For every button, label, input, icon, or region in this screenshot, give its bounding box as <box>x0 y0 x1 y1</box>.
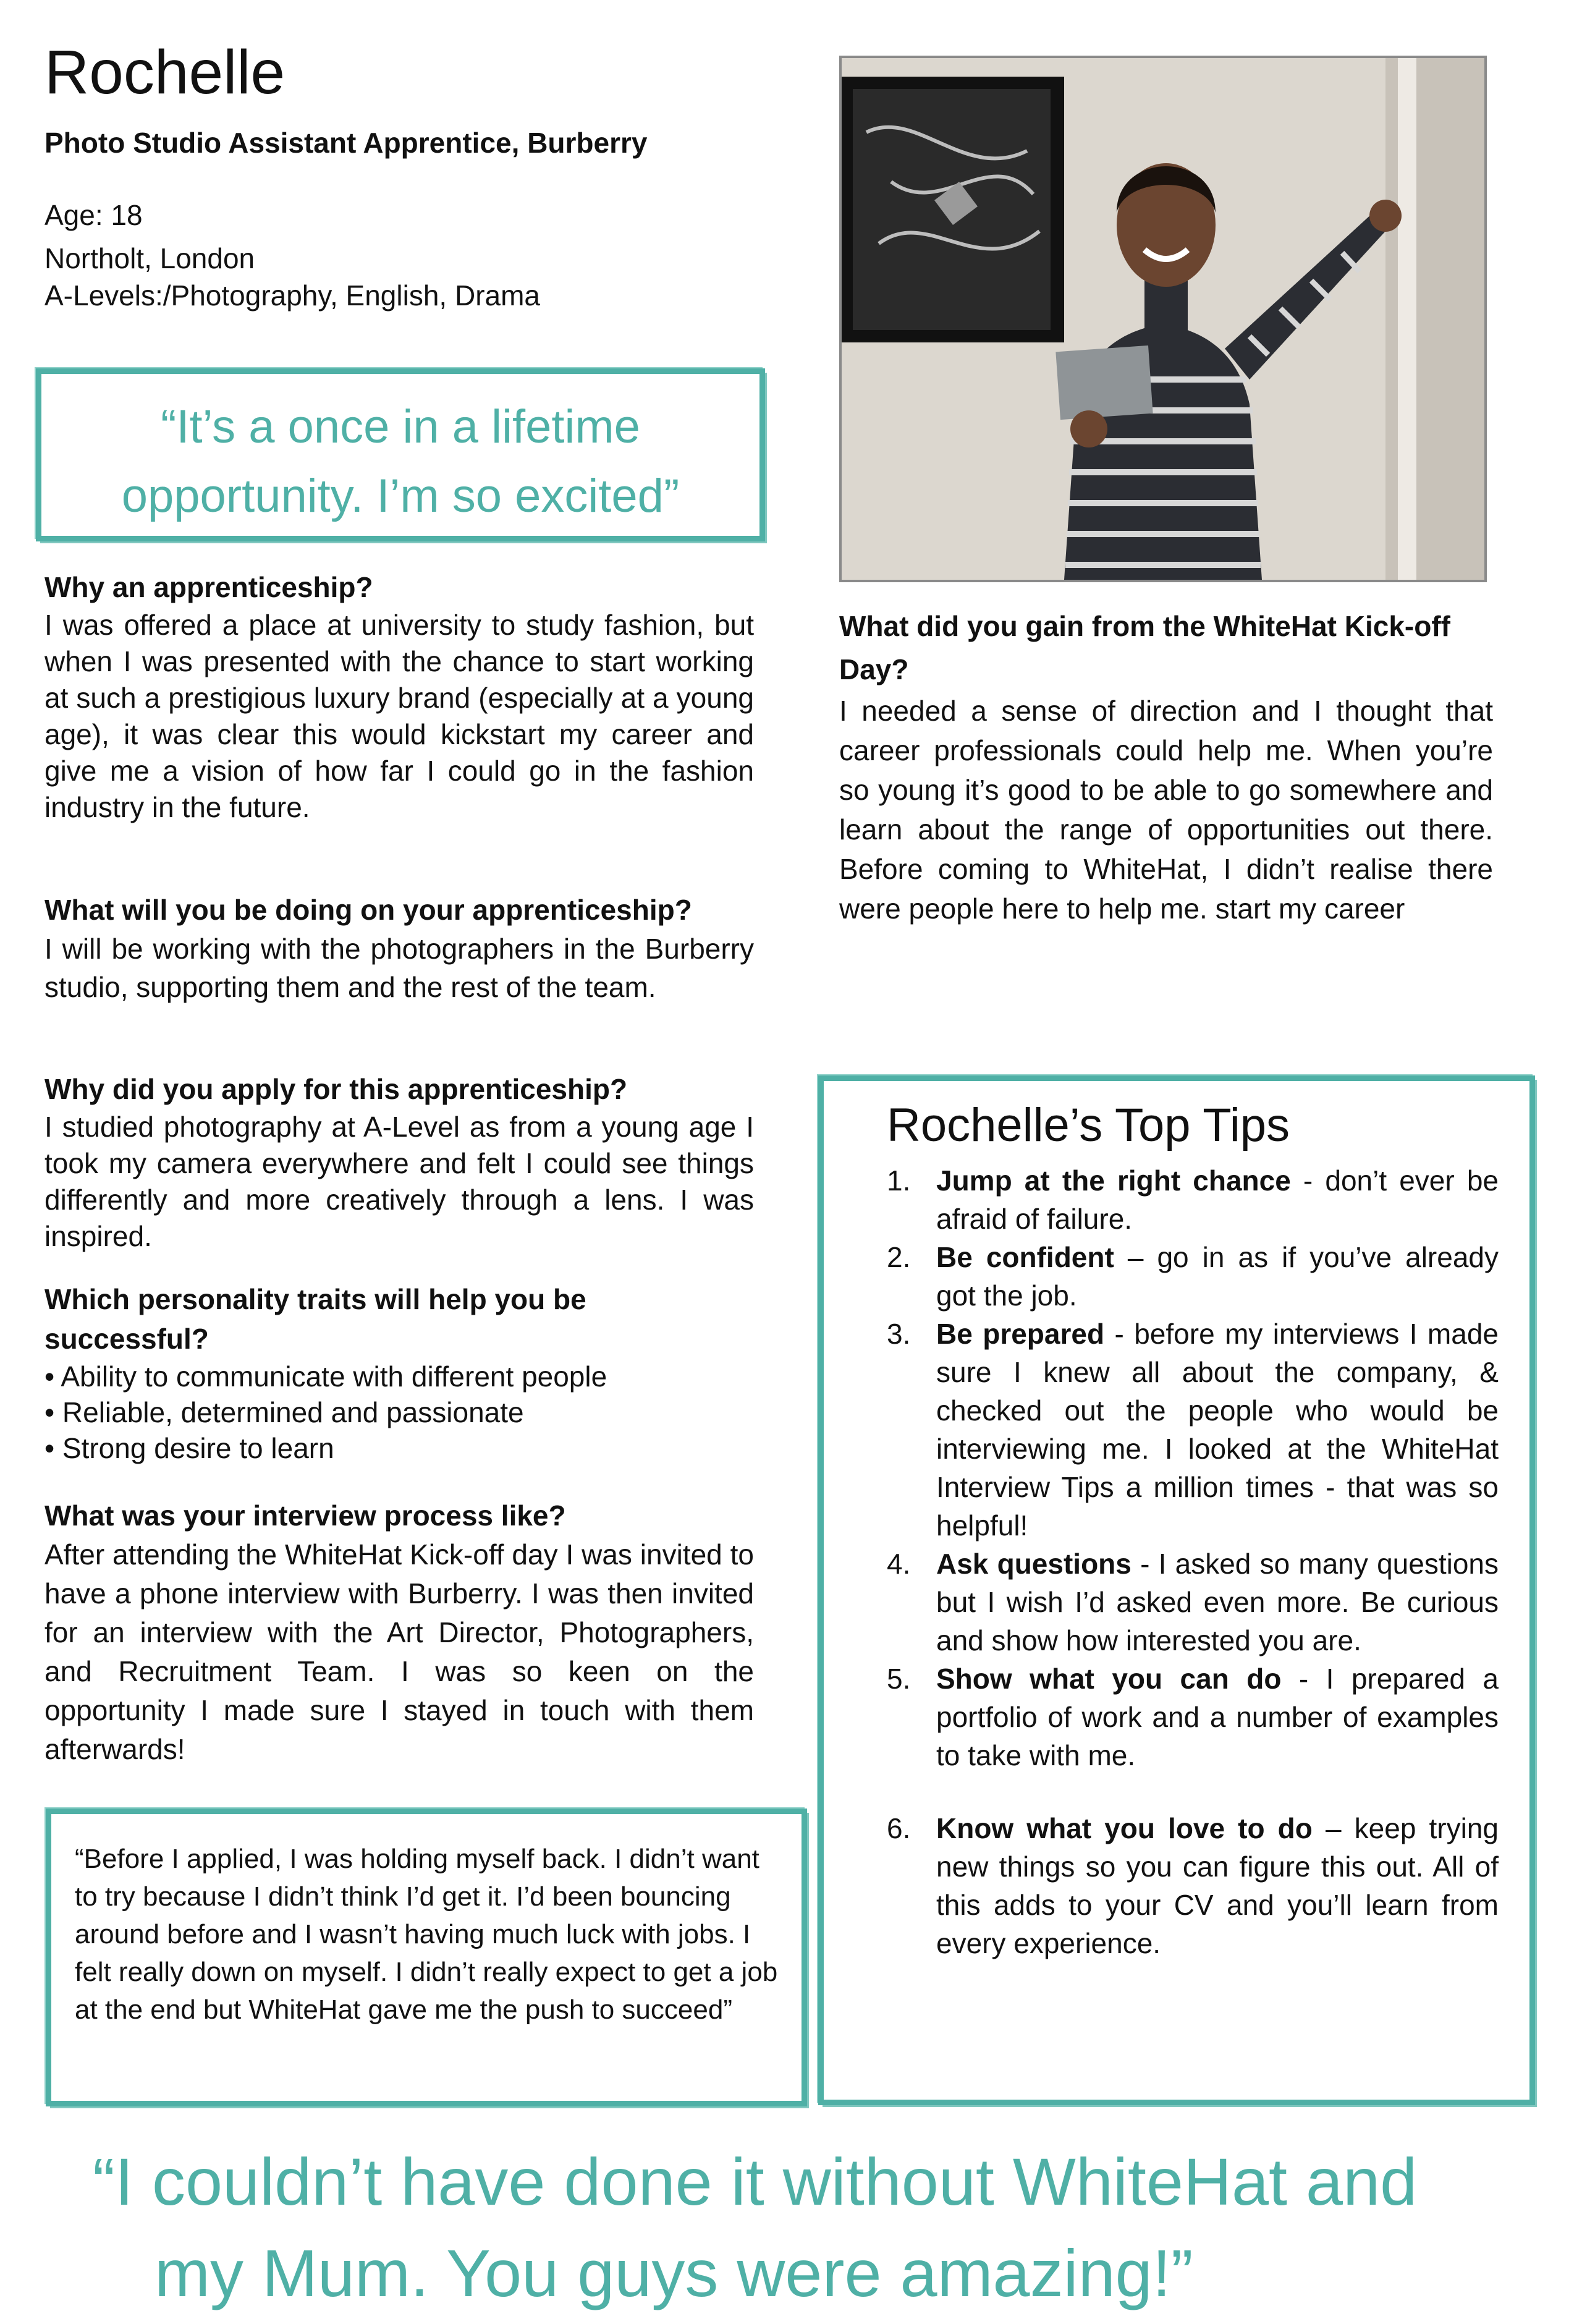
top-tips-box <box>818 1075 1535 2105</box>
pull-quote-text <box>41 374 759 531</box>
heading-gain-line-1: What did you gain from the WhiteHat Kick-off <box>839 610 1450 642</box>
body-gain: I needed a sense of direction and I thought that career professionals could help me. When you’re so young it’s good to be able to go somewhere and learn about the range of opportunities out there. Before coming to WhiteHat, I didn’t realise there were people here to help me. start my career <box>839 695 1493 925</box>
tip-title: Know what you love to do <box>936 1812 1313 1844</box>
tip-text: – keep trying new things so you can figure this out. All of this adds to your CV and you’ll learn from every experience. <box>936 1812 1499 1959</box>
closing-quote-line-2: my Mum. You guys were amazing!” <box>154 2236 1193 2310</box>
tip-item <box>887 1238 1499 1315</box>
closing-quote <box>93 2136 1539 2319</box>
heading-interview: What was your interview process like? <box>44 1499 566 1532</box>
location: Northolt, London <box>44 242 255 274</box>
profile-photo <box>839 56 1487 582</box>
list-item: • Strong desire to learn <box>44 1430 754 1466</box>
heading-traits-line-1: Which personality traits will help you be <box>44 1283 586 1315</box>
body-why-apprenticeship: I was offered a place at university to study fashion, but when I was presented with the chance to start working at such a prestigious luxury brand (especially at a young age), it was clear this would kickstart my career and give me a vision of how far I could go in the fashion industry in the future. <box>44 609 754 823</box>
top-tips-list <box>887 1161 1499 1962</box>
tip-title: Ask questions <box>936 1548 1132 1580</box>
tip-title: Be prepared <box>936 1318 1105 1350</box>
list-item: • Reliable, determined and passionate <box>44 1394 754 1430</box>
tip-item <box>887 1660 1499 1775</box>
tip-number: 3. <box>887 1318 911 1350</box>
pull-quote-line-2: opportunity. I’m so excited” <box>121 470 680 522</box>
section-why-apprenticeship <box>44 567 754 826</box>
tip-number: 1. <box>887 1164 911 1197</box>
tip-item <box>887 1545 1499 1660</box>
tip-number: 6. <box>887 1812 911 1844</box>
testimonial-box <box>46 1809 807 2106</box>
testimonial-text: “Before I applied, I was holding myself back. I didn’t want to try because I didn’t think I’d get it. I’d been bouncing around before and I wasn’t having much luck with jobs. I felt really down on myself. I didn’t really expect to get a job at the end but WhiteHat gave me the push to succeed” <box>75 1844 778 2025</box>
tip-number: 2. <box>887 1241 911 1273</box>
a-levels: A-Levels:/Photography, English, Drama <box>44 279 540 312</box>
person-name: Rochelle <box>44 38 286 107</box>
pull-quote-line-1: “It’s a once in a lifetime <box>161 401 640 453</box>
tip-number: 4. <box>887 1548 911 1580</box>
job-role: Photo Studio Assistant Apprentice, Burberry <box>44 127 648 159</box>
section-gain <box>839 604 1493 928</box>
tip-item <box>887 1315 1499 1545</box>
body-doing: I will be working with the photographers in the Burberry studio, supporting them and the rest of the team. <box>44 933 754 1003</box>
body-interview: After attending the WhiteHat Kick-off day I was invited to have a phone interview with Burberry. I was then invited for an interview with the Art Director, Photographers, and Recruitment Team. I was so keen on the opportunity I made sure I stayed in touch with them afterwards! <box>44 1538 754 1765</box>
heading-gain-line-2: Day? <box>839 653 909 685</box>
profile-meta <box>44 197 540 314</box>
section-why-apply <box>44 1069 754 1255</box>
tip-title: Show what you can do <box>936 1663 1282 1695</box>
tip-text: - I prepared a portfolio of work and a number of examples to take with me. <box>936 1663 1499 1771</box>
heading-traits <box>44 1279 754 1359</box>
traits-list <box>44 1359 754 1466</box>
section-doing <box>44 890 754 1006</box>
heading-gain <box>839 604 1493 691</box>
tip-text: - don’t ever be afraid of failure. <box>936 1164 1499 1235</box>
heading-why-apprenticeship: Why an apprenticeship? <box>44 571 373 603</box>
tip-item <box>887 1809 1499 1962</box>
top-tips-title: Rochelle’s Top Tips <box>887 1099 1290 1151</box>
tip-text: – go in as if you’ve already got the job. <box>936 1241 1499 1312</box>
heading-traits-line-2: successful? <box>44 1323 209 1355</box>
tip-number: 5. <box>887 1663 911 1695</box>
section-interview <box>44 1496 754 1769</box>
closing-quote-line-1: “I couldn’t have done it without WhiteHat and <box>93 2144 1418 2219</box>
heading-why-apply: Why did you apply for this apprenticeship? <box>44 1073 628 1105</box>
age: Age: 18 <box>44 199 143 231</box>
list-item: • Ability to communicate with different people <box>44 1359 754 1394</box>
tip-item <box>887 1161 1499 1238</box>
tip-title: Be confident <box>936 1241 1114 1273</box>
body-why-apply: I studied photography at A-Level as from a young age I took my camera everywhere and felt I could see things differently and more creatively through a lens. I was inspired. <box>44 1111 754 1252</box>
tip-text: - I asked so many questions but I wish I’d asked even more. Be curious and show how interested you are. <box>936 1548 1499 1656</box>
tip-title: Jump at the right chance <box>936 1164 1291 1197</box>
section-traits <box>44 1279 754 1466</box>
heading-doing: What will you be doing on your apprenticeship? <box>44 894 692 926</box>
pull-quote-box <box>36 368 765 541</box>
tip-text: - before my interviews I made sure I knew all about the company, & checked out the people who would be interviewing me. I looked at the WhiteHat Interview Tips a million times - that was so helpful! <box>936 1318 1499 1542</box>
